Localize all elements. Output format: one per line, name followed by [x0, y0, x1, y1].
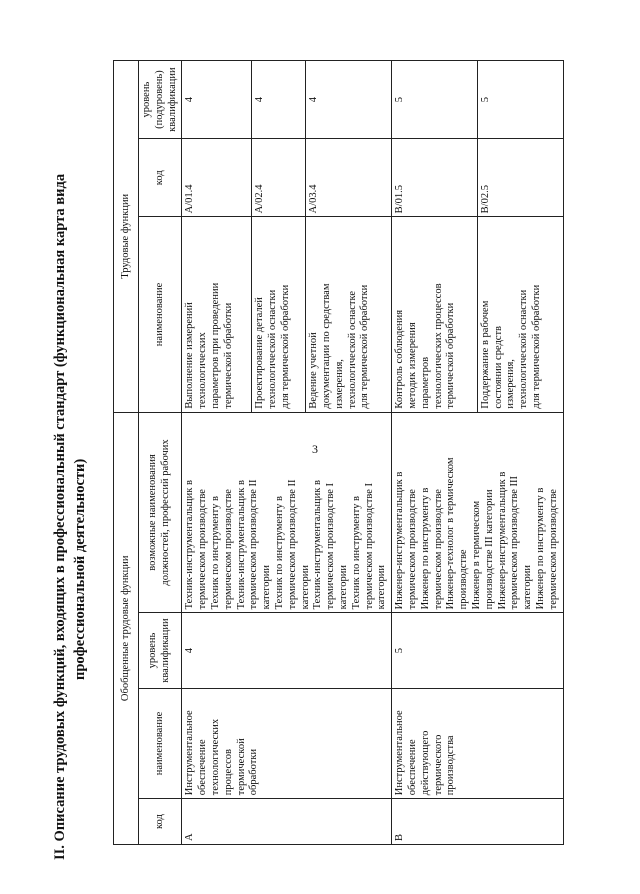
- text-line: технологической оснастки: [518, 289, 530, 409]
- header-line: квалификации: [166, 67, 178, 132]
- text-line: обработки: [248, 748, 260, 796]
- text-line: категории: [376, 564, 388, 610]
- group-header-generalized: Обобщенные трудовые функции: [114, 412, 139, 844]
- page-number: 3: [312, 442, 318, 456]
- text-line: действующего: [419, 730, 431, 796]
- text-line: технологической оснастке: [346, 290, 358, 409]
- gtf-code: В: [392, 799, 563, 845]
- gtf-positions: [392, 412, 563, 613]
- table-row: [392, 61, 478, 845]
- col-header-positions: [139, 412, 182, 613]
- text-line: термическом производстве I: [325, 483, 337, 610]
- text-line: Инженер в термическом: [470, 500, 482, 610]
- text-line: измерения,: [333, 359, 345, 409]
- text-line: документации по средствам: [321, 283, 333, 409]
- header-line: уровень: [147, 632, 159, 669]
- header-line: уровень: [141, 81, 152, 118]
- group-header-labor: Трудовые функции: [114, 61, 139, 413]
- tf-level: 4: [252, 61, 306, 139]
- col-header-code: код: [139, 799, 182, 845]
- tf-name: [477, 217, 563, 412]
- text-line: производстве III категории: [483, 489, 495, 610]
- text-line: технологических: [209, 718, 221, 796]
- text-line: процессов: [222, 749, 234, 796]
- tf-level: 4: [306, 61, 392, 139]
- text-line: технологических: [197, 332, 209, 409]
- text-line: категории: [299, 564, 311, 610]
- text-line: Инженер по инструменту в: [419, 487, 431, 610]
- text-line: Контроль соблюдения: [394, 309, 406, 409]
- gtf-name: [392, 688, 563, 798]
- text-line: методик измерения: [406, 322, 418, 409]
- text-line: термической обработки: [445, 302, 457, 409]
- text-line: категории: [337, 564, 349, 610]
- text-line: термическом производстве: [432, 489, 444, 610]
- text-line: Поддержание в рабочем: [479, 300, 491, 409]
- text-line: Техник по инструменту в: [209, 496, 221, 610]
- text-line: Ведение учетной: [308, 332, 320, 409]
- text-line: производстве: [458, 549, 470, 610]
- text-line: Инструментальное: [394, 710, 406, 796]
- text-line: Техник по инструменту в: [273, 496, 285, 610]
- text-line: Техник-инструментальщик в: [312, 480, 324, 610]
- text-line: Техник по инструменту в: [350, 496, 362, 610]
- text-line: категории: [522, 564, 534, 610]
- tf-level: 5: [477, 61, 563, 139]
- tf-name: [306, 217, 392, 412]
- text-line: обеспечение: [197, 739, 209, 796]
- text-line: категории: [261, 564, 273, 610]
- text-line: Инструментальное: [184, 710, 196, 796]
- tf-code: В/01.5: [392, 139, 478, 217]
- text-line: Инженер-технолог в термическом: [445, 457, 457, 610]
- tf-name: [252, 217, 306, 412]
- text-line: термическом производстве: [197, 489, 209, 610]
- text-line: Техник-инструментальщик в: [235, 480, 247, 610]
- header-line: квалификации: [160, 618, 172, 683]
- header-line: должностей, профессий рабочих: [160, 439, 172, 586]
- table-row: [182, 61, 252, 845]
- text-line: производства: [445, 735, 457, 796]
- text-line: термическом производстве: [222, 489, 234, 610]
- col-header-name: наименование: [139, 688, 182, 798]
- gtf-level: 5: [392, 613, 563, 688]
- tf-level: 5: [392, 61, 478, 139]
- gtf-positions: [182, 412, 392, 613]
- text-line: состоянии средств: [492, 325, 504, 409]
- text-line: для термической обработки: [359, 284, 371, 409]
- section-heading-line-2: профессиональной деятельности): [72, 458, 88, 680]
- text-line: термическом производстве: [547, 489, 559, 610]
- section-heading-line-1: II. Описание трудовых функций, входящих в профессиональный стандарт (функциональная карта вида: [52, 173, 68, 860]
- text-line: Инженер по инструменту в: [534, 487, 546, 610]
- text-line: термическом производстве II: [286, 479, 298, 610]
- header-line: возможные наименования: [147, 454, 159, 571]
- tf-name: [182, 217, 252, 412]
- text-line: технологической оснастки: [267, 289, 279, 409]
- tf-code: А/03.4: [306, 139, 392, 217]
- tf-code: А/01.4: [182, 139, 252, 217]
- tf-code: В/02.5: [477, 139, 563, 217]
- text-line: термического: [432, 734, 444, 796]
- table-body: [182, 61, 563, 845]
- col-header-tf-level: [139, 61, 182, 139]
- tf-name: [392, 217, 478, 412]
- gtf-name: [182, 688, 392, 798]
- text-line: для термической обработки: [531, 284, 542, 409]
- col-header-tf-code: код: [139, 139, 182, 217]
- header-line: (подуровень): [153, 70, 165, 129]
- tf-code: А/02.4: [252, 139, 306, 217]
- text-line: термическом производстве: [406, 489, 418, 610]
- text-line: Техник-инструментальщик в: [184, 480, 196, 610]
- col-header-tf-name: наименование: [139, 217, 182, 412]
- text-line: термическом производстве III: [509, 476, 521, 610]
- text-line: Выполнение измерений: [184, 302, 196, 409]
- text-line: термической: [235, 738, 247, 796]
- text-line: параметров при проведении: [209, 282, 221, 409]
- functional-map-table: [113, 60, 563, 845]
- text-line: термической обработки: [222, 302, 234, 409]
- text-line: измерения,: [505, 359, 517, 409]
- text-line: параметров: [419, 356, 431, 409]
- text-line: термическом производстве I: [363, 483, 375, 610]
- tf-level: 4: [182, 61, 252, 139]
- text-line: для термической обработки: [279, 284, 291, 409]
- text-line: Инженер-инструментальщик в: [496, 471, 508, 610]
- gtf-code: А: [182, 799, 392, 845]
- col-header-level: [139, 613, 182, 688]
- text-line: обеспечение: [406, 739, 418, 796]
- text-line: Инженер-инструментальщик в: [394, 471, 406, 610]
- text-line: технологических процессов: [432, 283, 444, 409]
- text-line: термическом производстве II: [248, 479, 260, 610]
- gtf-level: 4: [182, 613, 392, 688]
- text-line: Проектирование деталей: [254, 297, 266, 409]
